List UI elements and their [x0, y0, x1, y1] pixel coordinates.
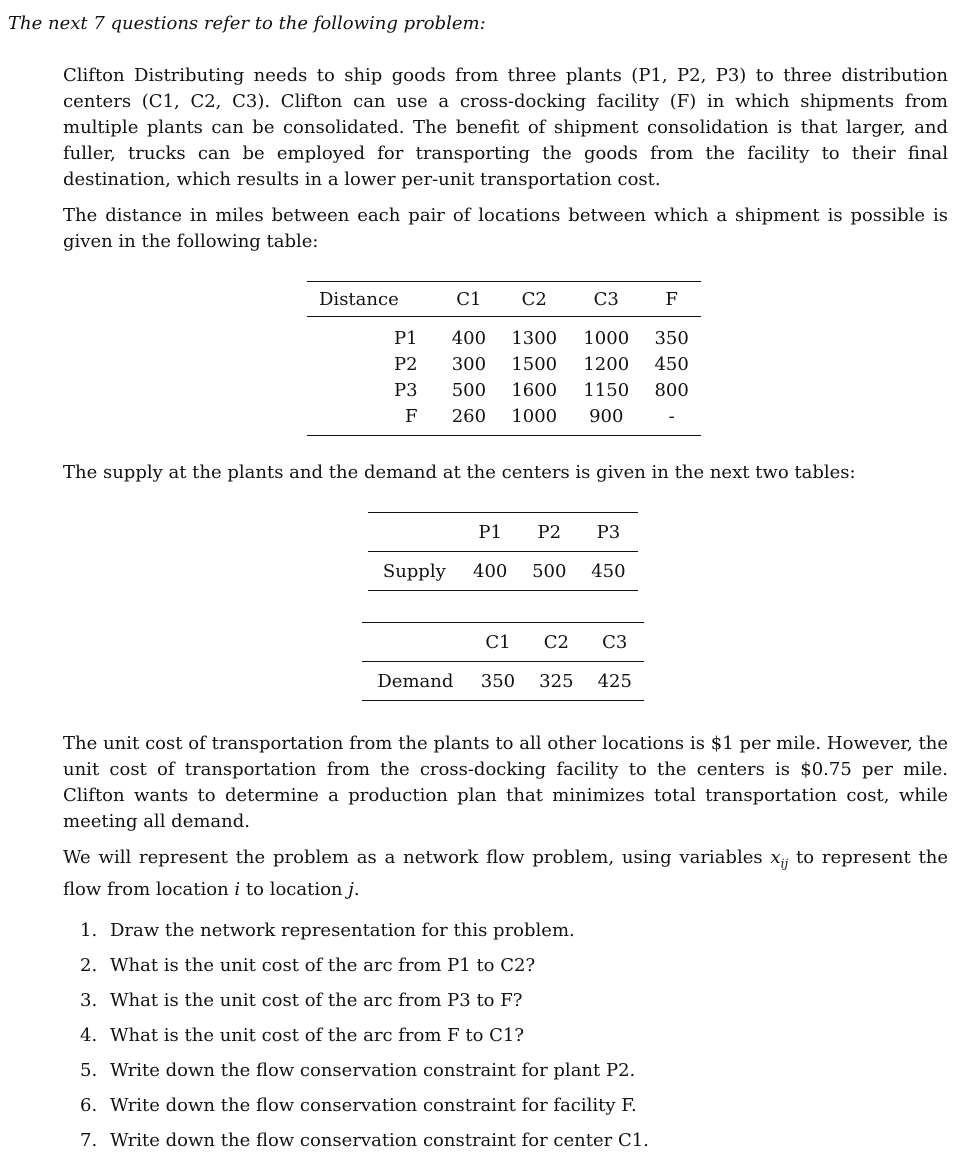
distance-table [307, 281, 701, 436]
table-row [307, 351, 701, 377]
question-number: 2. [80, 955, 98, 976]
demand-header-c2: C2 [527, 623, 585, 662]
table-cell: 400 [451, 327, 487, 349]
table-cell: 325 [539, 670, 574, 692]
table-cell: 900 [589, 405, 624, 427]
table-cell: 500 [451, 379, 487, 401]
row-label: P3 [393, 379, 418, 401]
table-cell: 1600 [511, 379, 558, 401]
variable-j: j [348, 878, 354, 900]
question-number: 3. [80, 990, 98, 1011]
problem-description: Clifton Distributing needs to ship goods from three plants (P1, P2, P3) to three distribution centers (C1, C2, C3). Clifton can use a cross-docking facility (F) in which shipments from multiple plants can be consolidated. The benefit of shipment consolidation is that larger, and fuller, trucks can be employed for transporting the goods from the facility to their final destination, which results in a lower per-unit transportation cost. [63, 65, 948, 190]
question-number: 7. [80, 1130, 98, 1151]
distance-header-c1: C1 [440, 282, 499, 317]
row-label: F [405, 405, 418, 427]
row-label: P2 [393, 353, 418, 375]
table-cell: 500 [532, 560, 567, 582]
demand-header-blank [362, 623, 469, 662]
list-item [80, 1023, 649, 1058]
question-text: Draw the network representation for this problem. [110, 920, 575, 941]
intro-heading: The next 7 questions refer to the following problem: [8, 13, 486, 34]
text-span: to location [240, 878, 349, 900]
table-cell: 350 [480, 670, 516, 692]
table-cell: 1000 [583, 327, 630, 349]
row-label: P1 [393, 327, 418, 349]
supply-table [368, 512, 638, 591]
list-item [80, 1058, 649, 1093]
row-label: Demand [377, 670, 454, 692]
distance-header-c3: C3 [570, 282, 642, 317]
text-span: We will represent the problem as a network flow problem, using variables [63, 847, 771, 868]
table-cell: 450 [654, 353, 689, 375]
table-cell: 450 [591, 560, 626, 582]
question-text: Write down the flow conservation constraint for plant P2. [110, 1060, 636, 1081]
variable-x: x [770, 847, 781, 868]
table-cell: 1150 [583, 379, 630, 401]
table-row [307, 377, 701, 403]
table-row [307, 403, 701, 436]
supply-header-blank [368, 513, 461, 552]
distance-header-f: F [642, 282, 701, 317]
supply-header-p2: P2 [520, 513, 579, 552]
table-row [368, 552, 638, 591]
distance-intro: The distance in miles between each pair of locations between which a shipment is possible is given in the following table: [63, 205, 948, 252]
distance-header-c2: C2 [498, 282, 570, 317]
supply-header-row [368, 513, 638, 552]
table-cell: 350 [654, 327, 689, 349]
table-cell: 800 [654, 379, 689, 401]
distance-header-row [307, 282, 701, 317]
list-item [80, 918, 649, 953]
network-flow-description [63, 845, 948, 903]
table-cell: 1200 [583, 353, 630, 375]
variable-subscript: ij [780, 856, 789, 871]
table-cell: 1000 [511, 405, 558, 427]
cost-description: The unit cost of transportation from the plants to all other locations is $1 per mile. However, the unit cost of transportation from the cross-docking facility to the centers is $0.75 per mile. Clifton wants to determine a production plan that minimizes total transportation cost, while meeting all demand. [63, 733, 948, 832]
supply-demand-intro: The supply at the plants and the demand at the centers is given in the next two tables: [63, 462, 856, 483]
demand-header-c1: C1 [469, 623, 527, 662]
question-number: 5. [80, 1060, 98, 1081]
demand-header-row [362, 623, 644, 662]
question-number: 1. [80, 920, 98, 941]
table-cell: 425 [597, 670, 632, 692]
row-label: Supply [382, 560, 446, 582]
text-span: to represent the flow from location [63, 847, 949, 900]
table-row [362, 662, 644, 701]
question-text: Write down the flow conservation constraint for facility F. [110, 1095, 637, 1116]
variable-i: i [234, 878, 241, 900]
list-item [80, 1128, 649, 1163]
table-cell: - [668, 405, 675, 427]
list-item [80, 1093, 649, 1128]
demand-header-c3: C3 [586, 623, 644, 662]
demand-table [362, 622, 644, 701]
question-number: 4. [80, 1025, 98, 1046]
question-text: What is the unit cost of the arc from P1 to C2? [110, 955, 536, 976]
table-cell: 400 [473, 560, 508, 582]
table-cell: 1300 [511, 327, 558, 349]
question-text: What is the unit cost of the arc from F to C1? [110, 1025, 525, 1046]
table-cell: 300 [451, 353, 487, 375]
list-item [80, 988, 649, 1023]
question-number: 6. [80, 1095, 98, 1116]
question-text: Write down the flow conservation constraint for center C1. [110, 1130, 649, 1151]
supply-header-p1: P1 [461, 513, 520, 552]
table-cell: 1500 [511, 353, 558, 375]
question-text: What is the unit cost of the arc from P3 to F? [110, 990, 523, 1011]
list-item [80, 953, 649, 988]
text-span: . [353, 878, 360, 900]
table-cell: 260 [451, 405, 487, 427]
question-list [80, 918, 649, 1163]
supply-header-p3: P3 [579, 513, 638, 552]
table-row [307, 317, 701, 352]
distance-header-label: Distance [307, 282, 440, 317]
